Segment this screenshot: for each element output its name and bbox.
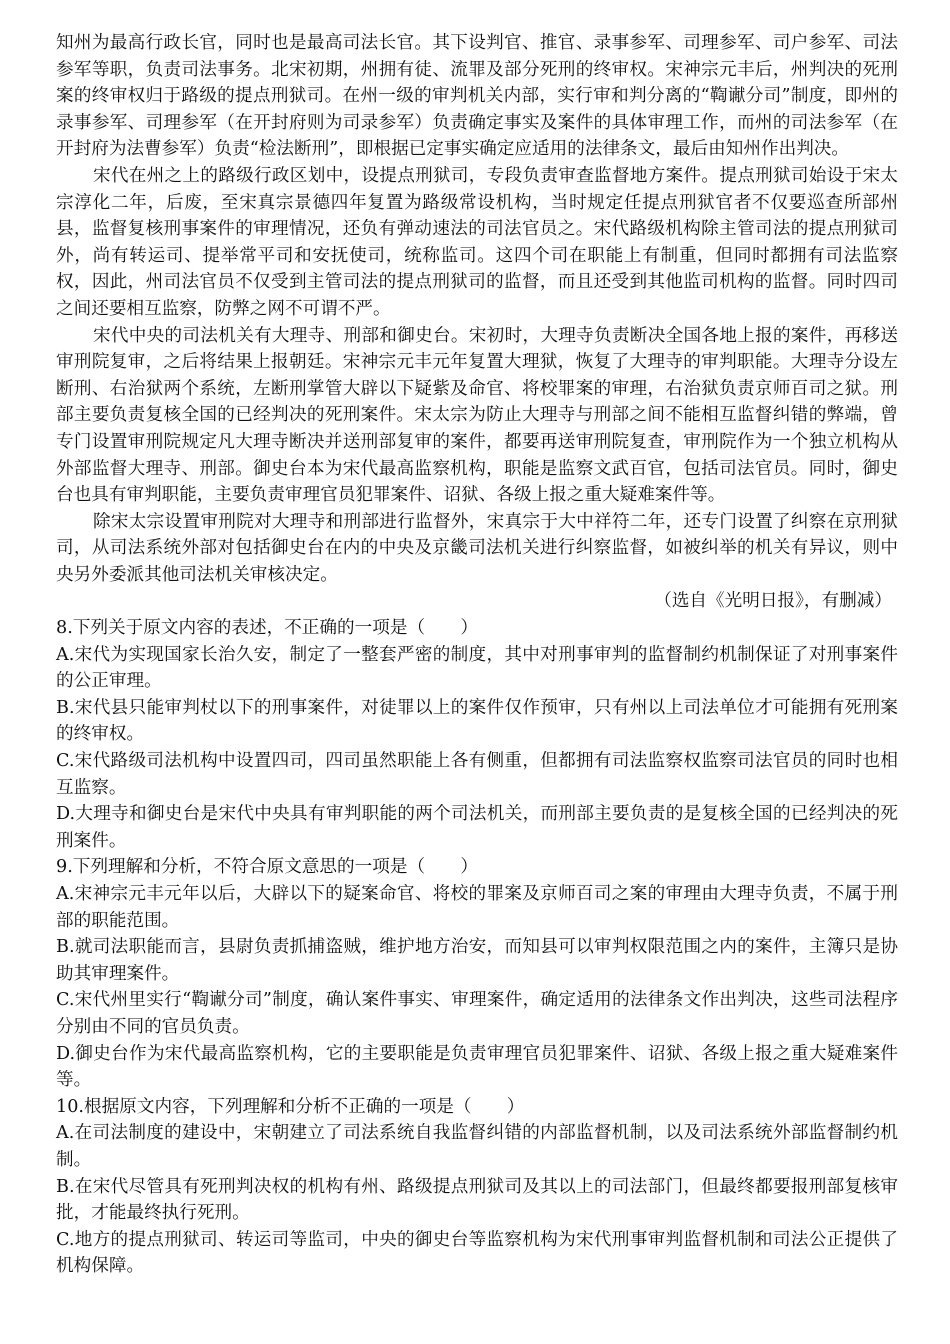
passage-paragraph-4: 除宋太宗设置审刑院对大理寺和刑部进行监督外，宋真宗于大中祥符二年，还专门设置了纠察在京刑狱司，从司法系统外部对包括御史台在内的中央及京畿司法机关进行纠察监督，如被纠举的机关有异议，则中央另外委派其他司法机关审核决定。 bbox=[56, 511, 898, 585]
passage-source: （选自《光明日报》，有删减） bbox=[654, 591, 892, 612]
question-9 bbox=[56, 854, 898, 1093]
question-stem: 9.下列理解和分析，不符合原文意思的一项是（ ） bbox=[56, 857, 478, 878]
option-d: D.御史台作为宋代最高监察机构，它的主要职能是负责审理官员犯罪案件、诏狱、各级上报之重大疑难案件等。 bbox=[56, 1043, 898, 1091]
option-c: C.宋代州里实行“鞫谳分司”制度，确认案件事实、审理案件，确定适用的法律条文作出判决，这些司法程序分别由不同的官员负责。 bbox=[56, 990, 898, 1037]
question-10 bbox=[56, 1094, 898, 1280]
option-b: B.宋代县只能审判杖以下的刑事案件，对徒罪以上的案件仅作预审，只有州以上司法单位才可能拥有死刑案的终审权。 bbox=[56, 697, 898, 745]
option-b: B.就司法职能而言，县尉负责抓捕盗贼，维护地方治安，而知县可以审判权限范围之内的案件，主簿只是协助其审理案件。 bbox=[56, 937, 898, 984]
option-b: B.在宋代尽管具有死刑判决权的机构有州、路级提点刑狱司及其以上的司法部门，但最终都要报刑部复核审批，才能最终执行死刑。 bbox=[56, 1176, 898, 1224]
question-stem: 10.根据原文内容，下列理解和分析不正确的一项是（ ） bbox=[56, 1096, 525, 1117]
option-a: A.宋神宗元丰元年以后，大辟以下的疑案命官、将校的罪案及京师百司之案的审理由大理寺负责，不属于刑部的职能范围。 bbox=[56, 884, 898, 931]
passage-paragraph-3: 宋代中央的司法机关有大理寺、刑部和御史台。宋初时，大理寺负责断决全国各地上报的案件，再移送审刑院复审，之后将结果上报朝廷。宋神宗元丰元年复置大理狱，恢复了大理寺的审判职能。大理寺分设左断刑、右治狱两个系统，左断刑掌管大辟以下疑紫及命官、将校罪案的审理，右治狱负责京师百司之狱。刑部主要负责复核全国的已经判决的死刑案件。宋太宗为防止大理寺与刑部之间不能相互监督纠错的弊端，曾专门设置审刑院规定凡大理寺断决并送刑部复审的案件，都要再送审刑院复查，审刑院作为一个独立机构从外部监督大理寺、刑部。御史台本为宋代最高监察机构，职能是监察文武百官，包括司法官员。同时，御史台也具有审判职能，主要负责审理官员犯罪案件、诏狱、各级上报之重大疑难案件等。 bbox=[56, 325, 898, 506]
option-c: C.宋代路级司法机构中设置四司，四司虽然职能上各有侧重，但都拥有司法监察权监察司法官员的同时也相互监察。 bbox=[56, 751, 898, 798]
question-8 bbox=[56, 615, 898, 854]
passage-paragraph-2: 宋代在州之上的路级行政区划中，设提点刑狱司，专段负责审查监督地方案件。提点刑狱司始设于宋太宗淳化二年，后废，至宋真宗景德四年复置为路级常设机构，当时规定任提点刑狱官者不仅要巡查所部州县，监督复核刑事案件的审理情况，还负有弹动速法的司法官员之。宋代路级机构除主管司法的提点刑狱司外，尚有转运司、提举常平司和安抚使司，统称监司。这四个司在职能上有制重，但同时都拥有司法监察权，因此，州司法官员不仅受到主管司法的提点刑狱司的监督，而且还受到其他监司机构的监督。同时四司之间还要相互监察，防弊之网不可谓不严。 bbox=[56, 165, 898, 319]
option-a: A.在司法制度的建设中，宋朝建立了司法系统自我监督纠错的内部监督机制，以及司法系统外部监督制约机制。 bbox=[56, 1123, 898, 1170]
option-a: A.宋代为实现国家长治久安，制定了一整套严密的制度，其中对刑事审判的监督制约机制保证了对刑事案件的公正审理。 bbox=[56, 644, 898, 692]
document-page bbox=[56, 30, 898, 1280]
passage-paragraph-1: 知州为最高行政长官，同时也是最高司法长官。其下设判官、推官、录事参军、司理参军、司户参军、司法参军等职，负责司法事务。北宋初期，州拥有徒、流罪及部分死刑的终审权。宋神宗元丰后，州判决的死刑案的终审权归于路级的提点刑狱司。在州一级的审判机关内部，实行审和判分离的“鞫谳分司”制度，即州的录事参军、司理参军（在开封府则为司录参军）负责确定事实及案件的具体审理工作，而州的司法参军（在开封府为法曹参军）负责“检法断刑”，即根据已定事实确定应适用的法律条文，最后由知州作出判决。 bbox=[56, 33, 898, 160]
option-d: D.大理寺和御史台是宋代中央具有审判职能的两个司法机关，而刑部主要负责的是复核全国的已经判决的死刑案件。 bbox=[56, 804, 898, 851]
question-stem: 8.下列关于原文内容的表述，不正确的一项是（ ） bbox=[56, 618, 478, 639]
option-c: C.地方的提点刑狱司、转运司等监司，中央的御史台等监察机构为宋代刑事审判监督机制和司法公正提供了机构保障。 bbox=[56, 1229, 898, 1277]
